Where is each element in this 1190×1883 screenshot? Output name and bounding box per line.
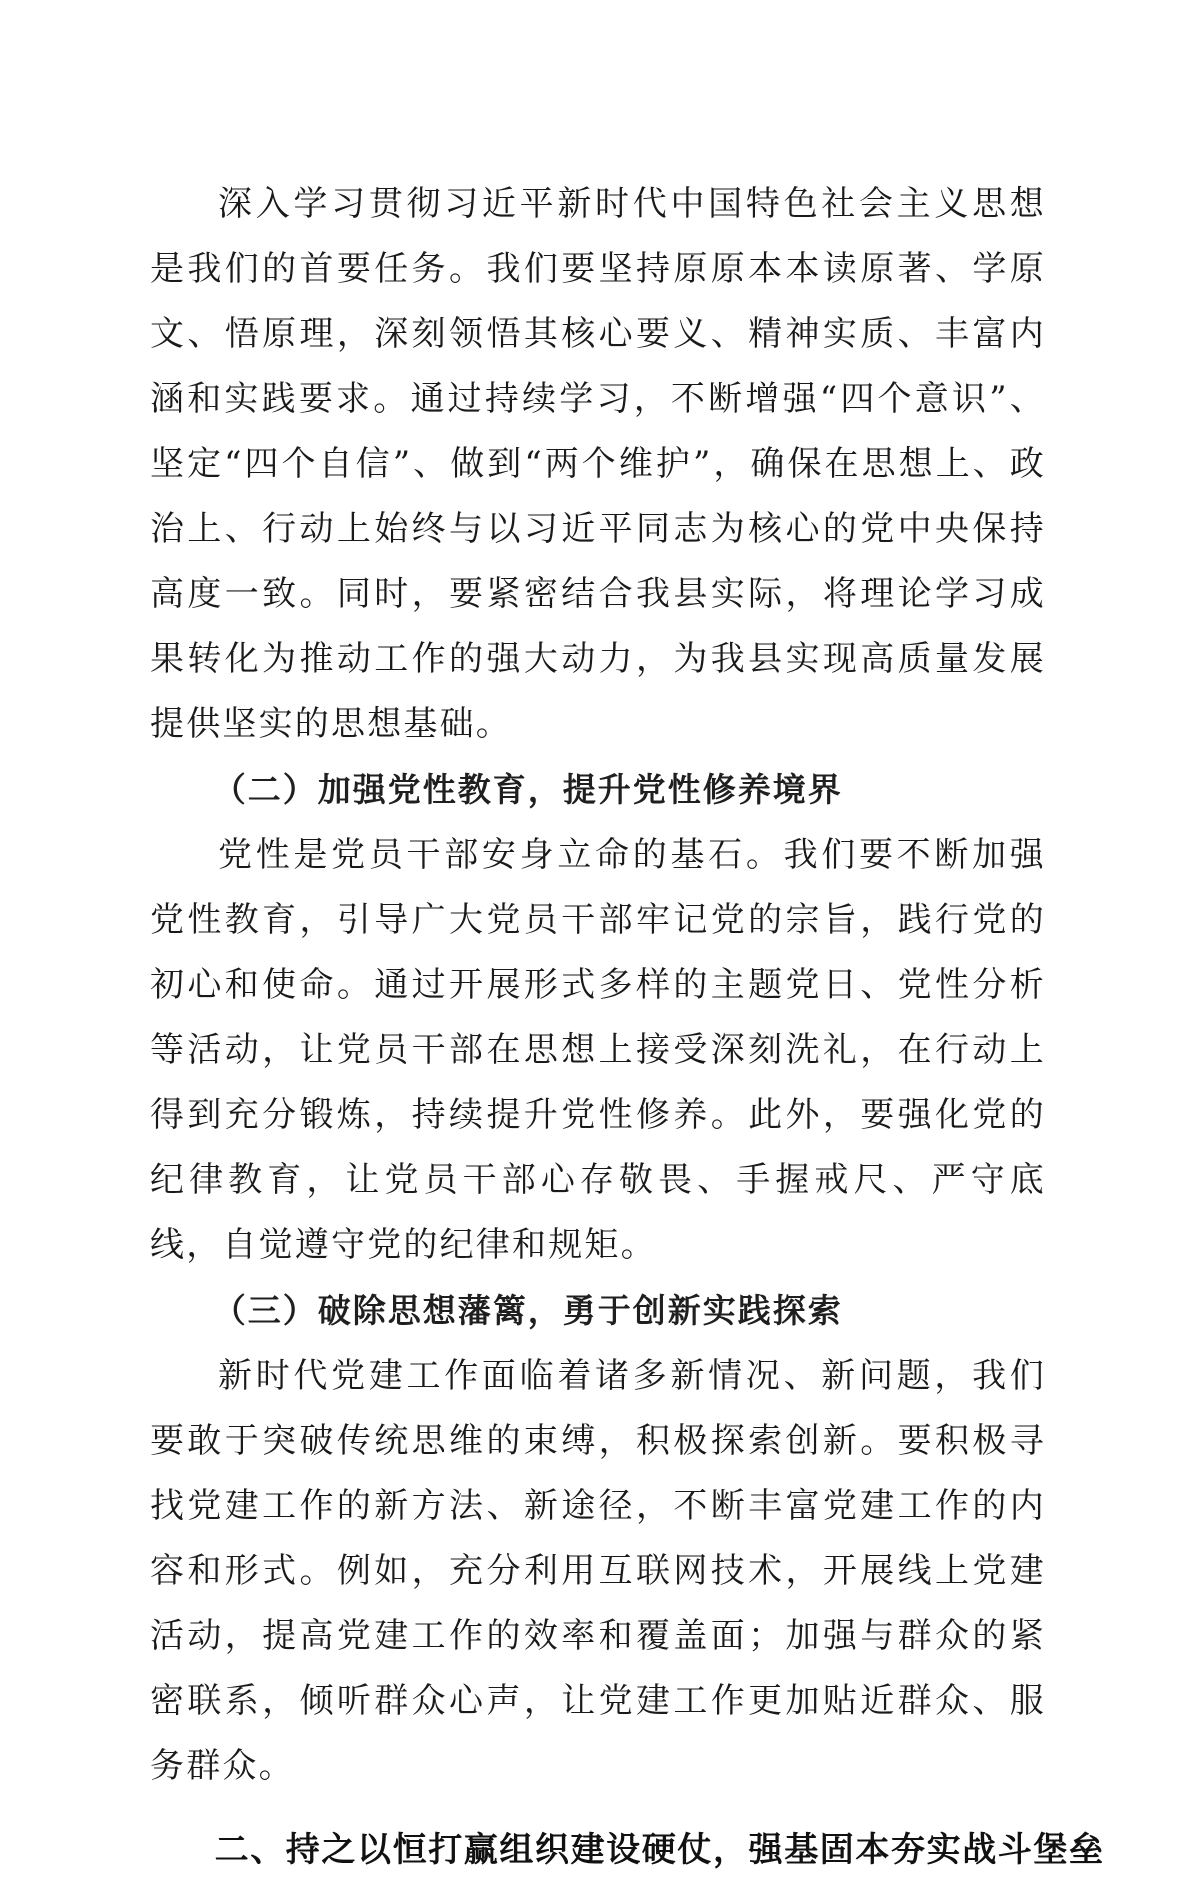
- body-paragraph: 深入学习贯彻习近平新时代中国特色社会主义思想是我们的首要任务。我们要坚持原原本本读原著、学原文、悟原理，深刻领悟其核心要义、精神实质、丰富内涵和实践要求。通过持续学习，不断增强“四个意识”、坚定“四个自信”、做到“两个维护”，确保在思想上、政治上、行动上始终与以习近平同志为核心的党中央保持高度一致。同时，要紧密结合我县实际，将理论学习成果转化为推动工作的强大动力，为我县实现高质量发展提供坚实的思想基础。: [150, 184, 1046, 744]
- subheading: （三）破除思想藩篱，勇于创新实践探索: [212, 1291, 843, 1330]
- body-paragraph: 新时代党建工作面临着诸多新情况、新问题，我们要敢于突破传统思维的束缚，积极探索创新。要积极寻找党建工作的新方法、新途径，不断丰富党建工作的内容和形式。例如，充分利用互联网技术，开展线上党建活动，提高党建工作的效率和覆盖面；加强与群众的紧密联系，倾听群众心声，让党建工作更加贴近群众、服务群众。: [150, 1356, 1046, 1786]
- body-paragraph: 党性是党员干部安身立命的基石。我们要不断加强党性教育，引导广大党员干部牢记党的宗旨，践行党的初心和使命。通过开展形式多样的主题党日、党性分析等活动，让党员干部在思想上接受深刻洗礼，在行动上得到充分锻炼，持续提升党性修养。此外，要强化党的纪律教育，让党员干部心存敬畏、手握戒尺、严守底线，自觉遵守党的纪律和规矩。: [150, 835, 1046, 1265]
- subheading: （二）加强党性教育，提升党性修养境界: [212, 770, 843, 809]
- section-heading: 二、持之以恒打赢组织建设硬仗，强基固本夯实战斗堡垒: [214, 1830, 1105, 1870]
- document-body: [150, 172, 1105, 1883]
